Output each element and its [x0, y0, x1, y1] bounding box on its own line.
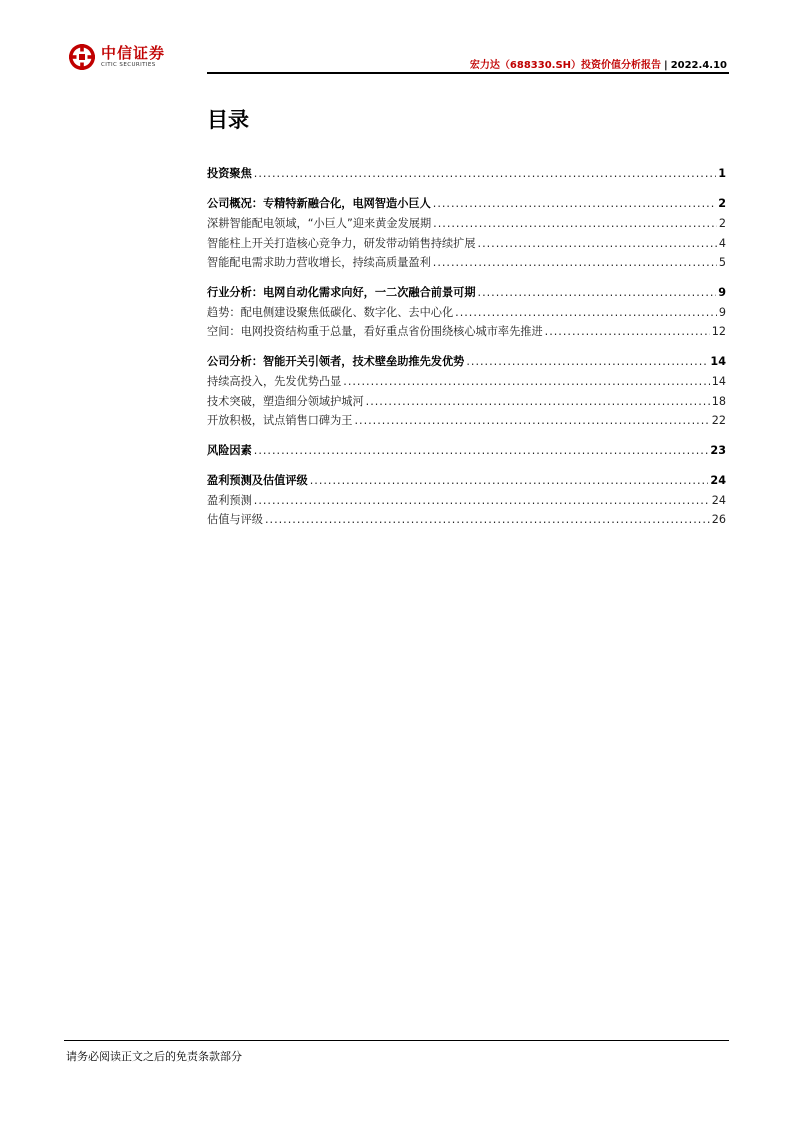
toc-entry-label: 趋势：配电侧建设聚焦低碳化、数字化、去中心化	[207, 305, 454, 319]
toc-section-gap	[207, 184, 726, 193]
toc-page-number: 14	[710, 354, 726, 368]
toc-section-entry[interactable]	[207, 440, 726, 461]
toc-page-number: 18	[711, 394, 726, 408]
toc-section-entry[interactable]	[207, 163, 726, 184]
toc-entry-label: 行业分析：电网自动化需求向好，一二次融合前景可期	[207, 285, 476, 299]
toc-page-number: 23	[710, 443, 726, 457]
header-separator: |	[664, 60, 668, 71]
toc-section-gap	[207, 431, 726, 440]
toc-subsection-entry[interactable]	[207, 372, 726, 392]
logo-name-cn: 中信证券	[101, 44, 166, 62]
footer-rule	[64, 1040, 729, 1041]
logo-text	[101, 45, 165, 69]
toc-page-number: 24	[710, 473, 726, 487]
toc-page-number: 4	[718, 236, 726, 250]
toc-entry-label: 盈利预测	[207, 493, 252, 507]
toc-dot-leader	[455, 303, 717, 323]
toc-dot-leader	[254, 163, 716, 184]
toc-dot-leader	[366, 392, 710, 412]
toc-entry-label: 估值与评级	[207, 513, 263, 527]
toc-page-number: 12	[711, 325, 726, 339]
toc-entry-label: 开放积极，试点销售口碑为王	[207, 414, 353, 428]
header-report-info	[470, 56, 727, 71]
toc-dot-leader	[478, 234, 717, 254]
toc-section-entry[interactable]	[207, 193, 726, 214]
toc-title: 目录	[207, 108, 249, 132]
toc-dot-leader	[265, 510, 710, 530]
toc-page-number: 22	[711, 414, 726, 428]
header-rule	[207, 72, 729, 74]
toc-dot-leader	[433, 214, 717, 234]
toc-page-number: 2	[718, 217, 726, 230]
toc-subsection-entry[interactable]	[207, 303, 726, 323]
toc-subsection-entry[interactable]	[207, 392, 726, 412]
toc-section-entry[interactable]	[207, 470, 726, 491]
report-title: 宏力达（688330.SH）投资价值分析报告	[469, 60, 662, 71]
logo-name-en: CITIC SECURITIES	[101, 62, 156, 68]
toc-page-number: 14	[711, 374, 726, 388]
toc-dot-leader	[478, 282, 717, 303]
citic-logo-icon	[68, 43, 96, 71]
toc-section-entry[interactable]	[207, 282, 726, 303]
toc-dot-leader	[254, 440, 709, 461]
toc-page-number: 2	[718, 197, 726, 210]
toc-dot-leader	[433, 253, 717, 273]
toc-dot-leader	[254, 491, 710, 511]
table-of-contents	[207, 163, 726, 530]
toc-section-gap	[207, 461, 726, 470]
toc-entry-label: 投资聚焦	[207, 167, 252, 180]
toc-page-number: 9	[718, 285, 726, 299]
toc-page-number: 26	[711, 513, 726, 527]
toc-subsection-entry[interactable]	[207, 510, 726, 530]
toc-subsection-entry[interactable]	[207, 234, 726, 254]
toc-entry-label: 盈利预测及估值评级	[207, 473, 308, 487]
toc-entry-label: 空间：电网投资结构重于总量，看好重点省份围绕核心城市率先推进	[207, 325, 543, 339]
toc-page-number: 1	[718, 167, 726, 180]
toc-subsection-entry[interactable]	[207, 491, 726, 511]
toc-subsection-entry[interactable]	[207, 214, 726, 234]
toc-entry-label: 智能配电需求助力营收增长，持续高质量盈利	[207, 256, 431, 270]
toc-entry-label: 持续高投入，先发优势凸显	[207, 374, 342, 388]
toc-dot-leader	[433, 193, 716, 214]
toc-dot-leader	[545, 322, 710, 342]
toc-section-gap	[207, 273, 726, 282]
toc-dot-leader	[354, 411, 709, 431]
toc-dot-leader	[466, 351, 708, 372]
footer-disclaimer: 请务必阅读正文之后的免责条款部分	[66, 1050, 242, 1063]
toc-dot-leader	[343, 372, 709, 392]
report-date: 2022.4.10	[670, 60, 727, 71]
toc-entry-label: 公司分析：智能开关引领者，技术壁垒助推先发优势	[207, 354, 465, 368]
toc-section-entry[interactable]	[207, 351, 726, 372]
toc-subsection-entry[interactable]	[207, 322, 726, 342]
toc-page-number: 5	[718, 256, 726, 270]
toc-page-number: 24	[711, 493, 726, 507]
toc-subsection-entry[interactable]	[207, 253, 726, 273]
toc-entry-label: 风险因素	[207, 443, 252, 457]
toc-entry-label: 公司概况：专精特新融合化，电网智造小巨人	[207, 197, 431, 210]
toc-subsection-entry[interactable]	[207, 411, 726, 431]
toc-section-gap	[207, 342, 726, 351]
toc-dot-leader	[310, 470, 709, 491]
toc-entry-label: 技术突破，塑造细分领域护城河	[207, 394, 364, 408]
toc-page-number: 9	[718, 305, 726, 319]
toc-entry-label: 深耕智能配电领域，“小巨人”迎来黄金发展期	[207, 217, 432, 230]
citic-logo	[68, 43, 165, 71]
toc-entry-label: 智能柱上开关打造核心竞争力，研发带动销售持续扩展	[207, 236, 476, 250]
